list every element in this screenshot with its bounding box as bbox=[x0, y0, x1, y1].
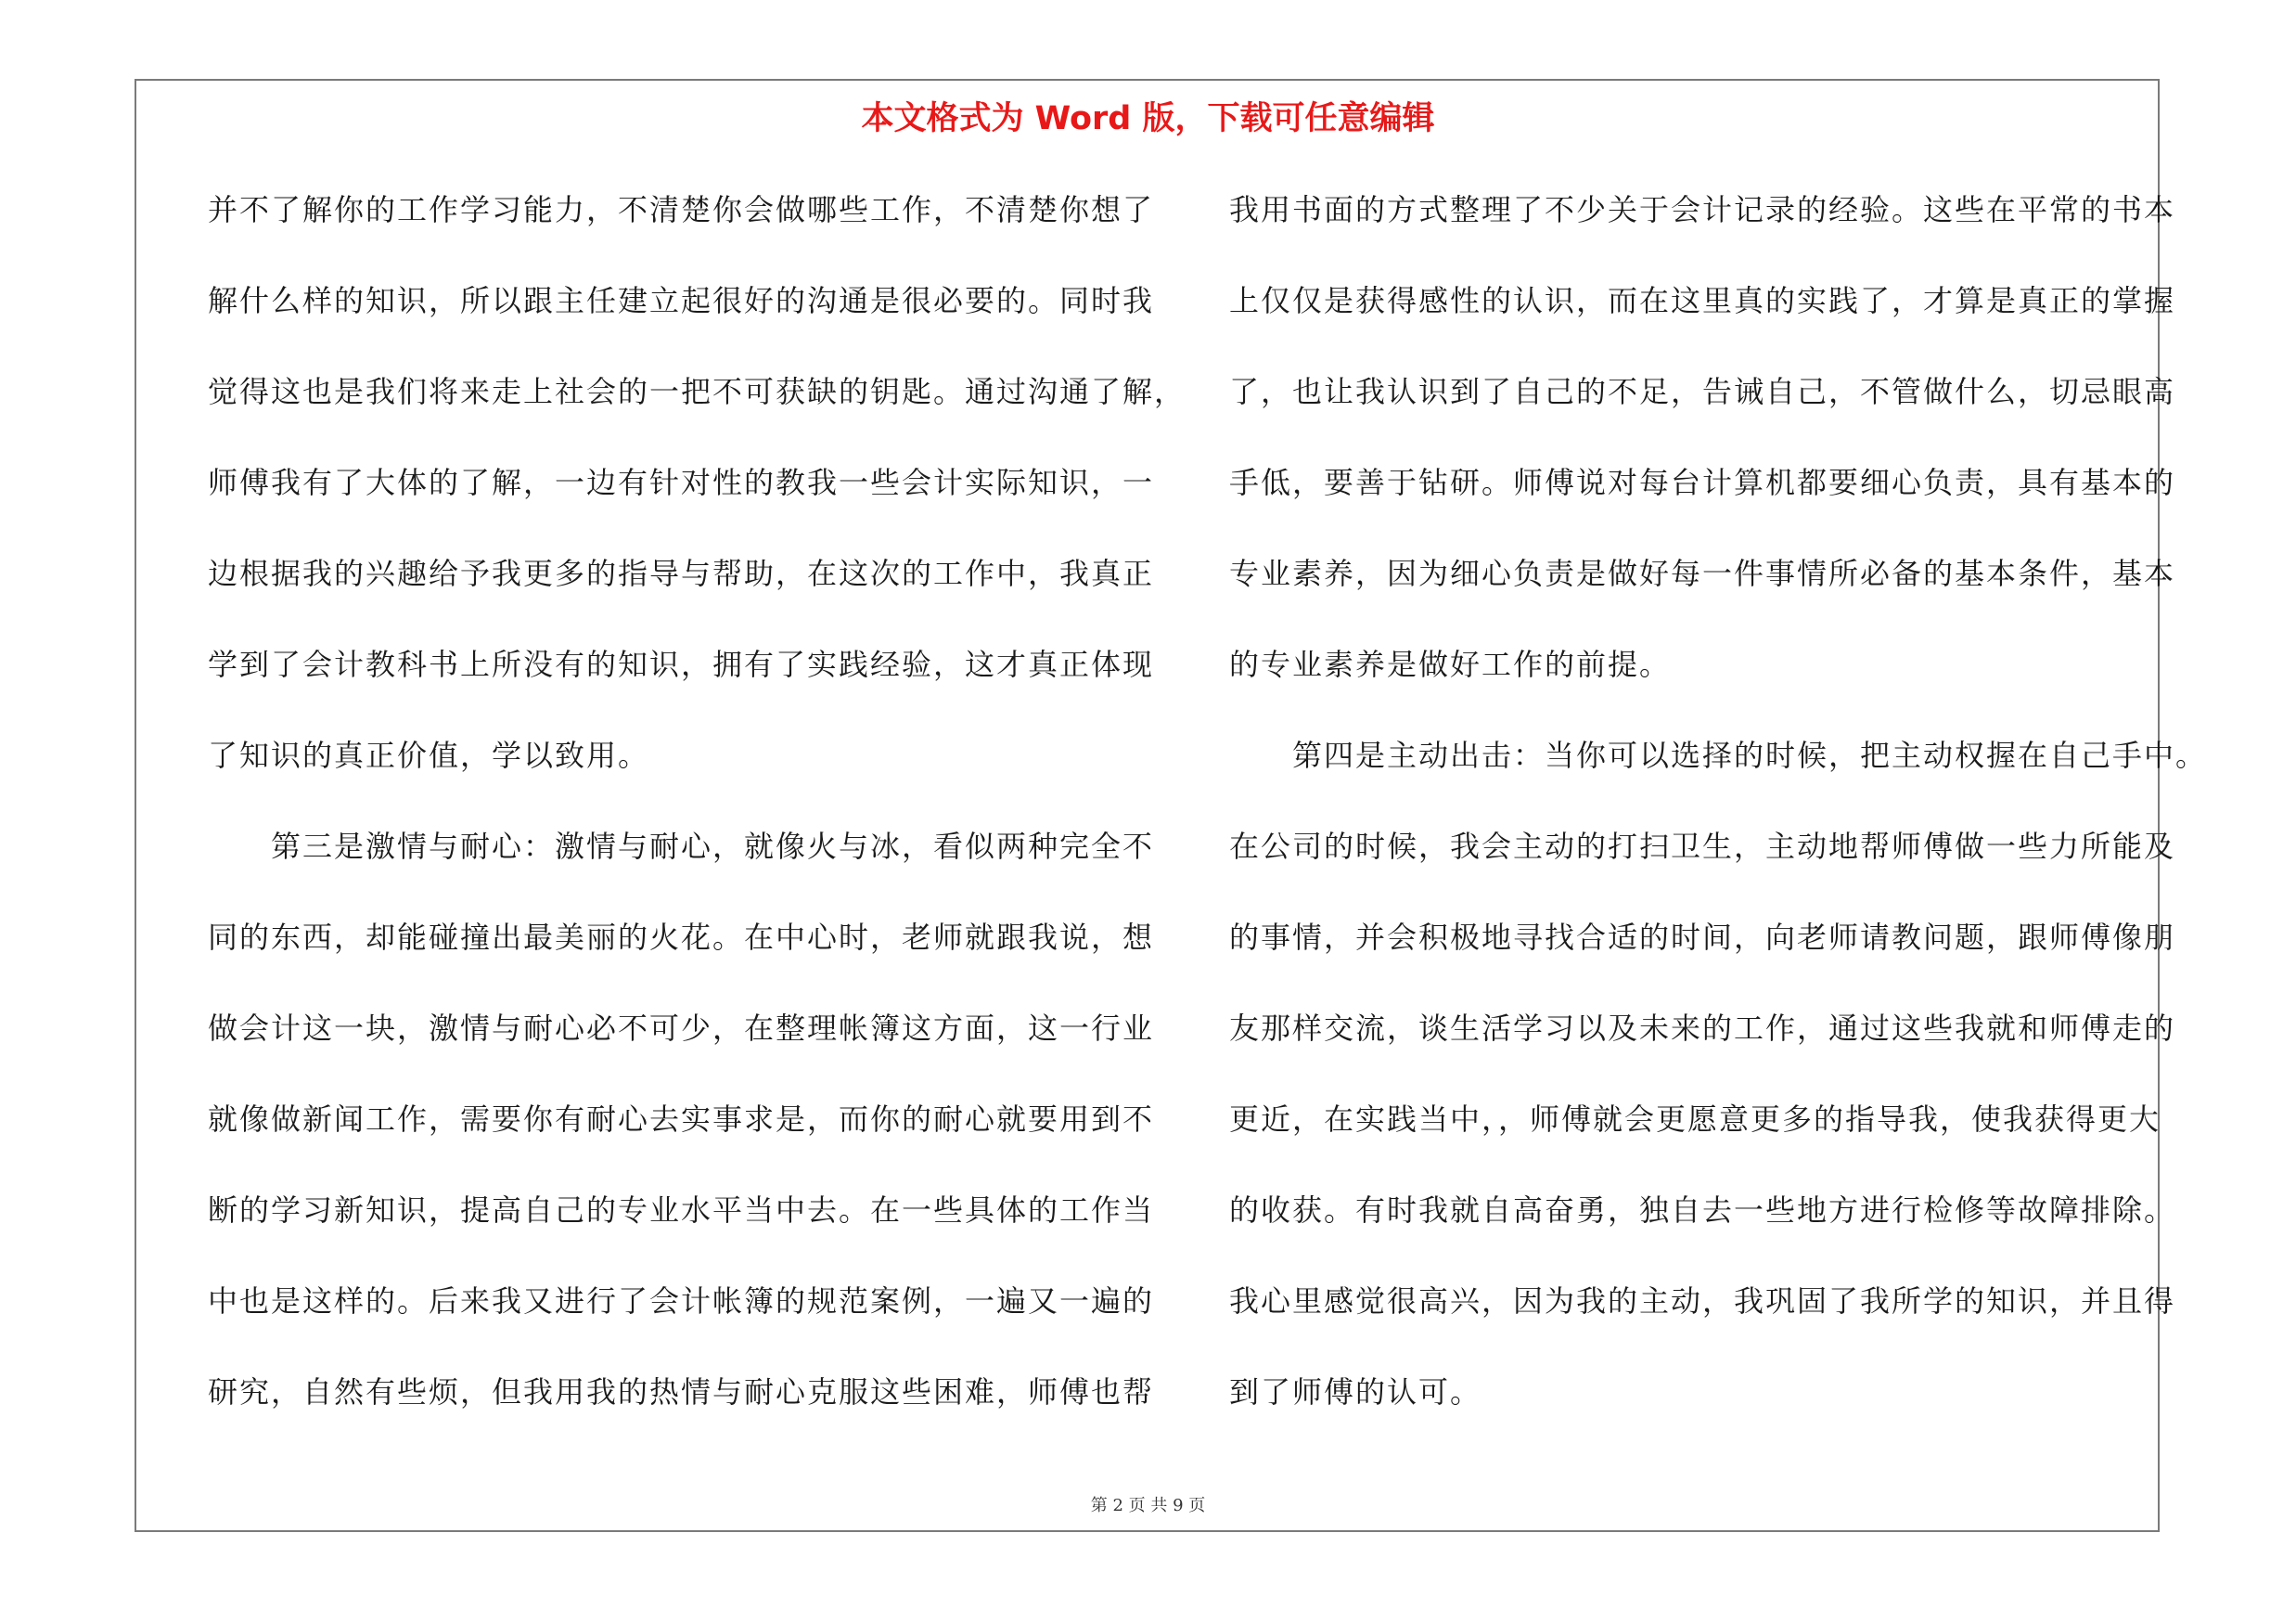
left-text-column bbox=[208, 182, 1186, 1455]
text-line: 第三是激情与耐心：激情与耐心，就像火与冰，看似两种完全不 bbox=[208, 829, 1155, 864]
text-line: 专业素养，因为细心负责是做好每一件事情所必备的基本条件，基本 bbox=[1229, 556, 2176, 591]
text-line: 的事情，并会积极地寻找合适的时间，向老师请教问题，跟师傅像朋 bbox=[1229, 920, 2176, 955]
text-line: 在公司的时候，我会主动的打扫卫生，主动地帮师傅做一些力所能及 bbox=[1229, 829, 2176, 864]
text-line: 研究，自然有些烦，但我用我的热情与耐心克服这些困难，师傅也帮 bbox=[208, 1374, 1155, 1410]
text-line: 解什么样的知识，所以跟主任建立起很好的沟通是很必要的。同时我 bbox=[208, 283, 1155, 318]
text-line: 的专业素养是做好工作的前提。 bbox=[1229, 647, 1672, 682]
text-line: 师傅我有了大体的了解，一边有针对性的教我一些会计实际知识，一 bbox=[208, 465, 1155, 500]
text-line: 中也是这样的。后来我又进行了会计帐簿的规范案例，一遍又一遍的 bbox=[208, 1283, 1155, 1319]
text-line: 做会计这一块，激情与耐心必不可少，在整理帐簿这方面，这一行业 bbox=[208, 1011, 1155, 1046]
text-line: 并不了解你的工作学习能力，不清楚你会做哪些工作，不清楚你想了 bbox=[208, 192, 1155, 227]
right-text-column bbox=[1229, 182, 2208, 1455]
word-format-banner: 本文格式为 Word 版，下载可任意编辑 bbox=[861, 100, 1435, 137]
text-line: 了知识的真正价值，学以致用。 bbox=[208, 738, 650, 773]
text-line: 断的学习新知识，提高自己的专业水平当中去。在一些具体的工作当 bbox=[208, 1192, 1155, 1228]
text-line: 同的东西，却能碰撞出最美丽的火花。在中心时，老师就跟我说，想 bbox=[208, 920, 1155, 955]
text-line: 第四是主动出击：当你可以选择的时候，把主动权握在自己手中。 bbox=[1229, 738, 2208, 773]
text-line: 更近，在实践当中，，师傅就会更愿意更多的指导我，使我获得更大 bbox=[1229, 1101, 2161, 1137]
text-line: 我心里感觉很高兴，因为我的主动，我巩固了我所学的知识，并且得 bbox=[1229, 1283, 2176, 1319]
text-line: 就像做新闻工作，需要你有耐心去实事求是，而你的耐心就要用到不 bbox=[208, 1101, 1155, 1137]
text-line: 上仅仅是获得感性的认识，而在这里真的实践了，才算是真正的掌握 bbox=[1229, 283, 2176, 318]
text-line: 觉得这也是我们将来走上社会的一把不可获缺的钥匙。通过沟通了解， bbox=[208, 374, 1186, 409]
text-line: 的收获。有时我就自高奋勇，独自去一些地方进行检修等故障排除。 bbox=[1229, 1192, 2176, 1228]
text-line: 了，也让我认识到了自己的不足，告诫自己，不管做什么，切忌眼高 bbox=[1229, 374, 2176, 409]
text-line: 手低，要善于钻研。师傅说对每台计算机都要细心负责，具有基本的 bbox=[1229, 465, 2176, 500]
text-line: 到了师傅的认可。 bbox=[1229, 1374, 1482, 1410]
text-line: 学到了会计教科书上所没有的知识，拥有了实践经验，这才真正体现 bbox=[208, 647, 1155, 682]
page-number-footer: 第 2 页 共 9 页 bbox=[1090, 1496, 1206, 1515]
text-line: 边根据我的兴趣给予我更多的指导与帮助，在这次的工作中，我真正 bbox=[208, 556, 1155, 591]
text-line: 友那样交流，谈生活学习以及未来的工作，通过这些我就和师傅走的 bbox=[1229, 1011, 2176, 1046]
text-line: 我用书面的方式整理了不少关于会计记录的经验。这些在平常的书本 bbox=[1229, 192, 2176, 227]
